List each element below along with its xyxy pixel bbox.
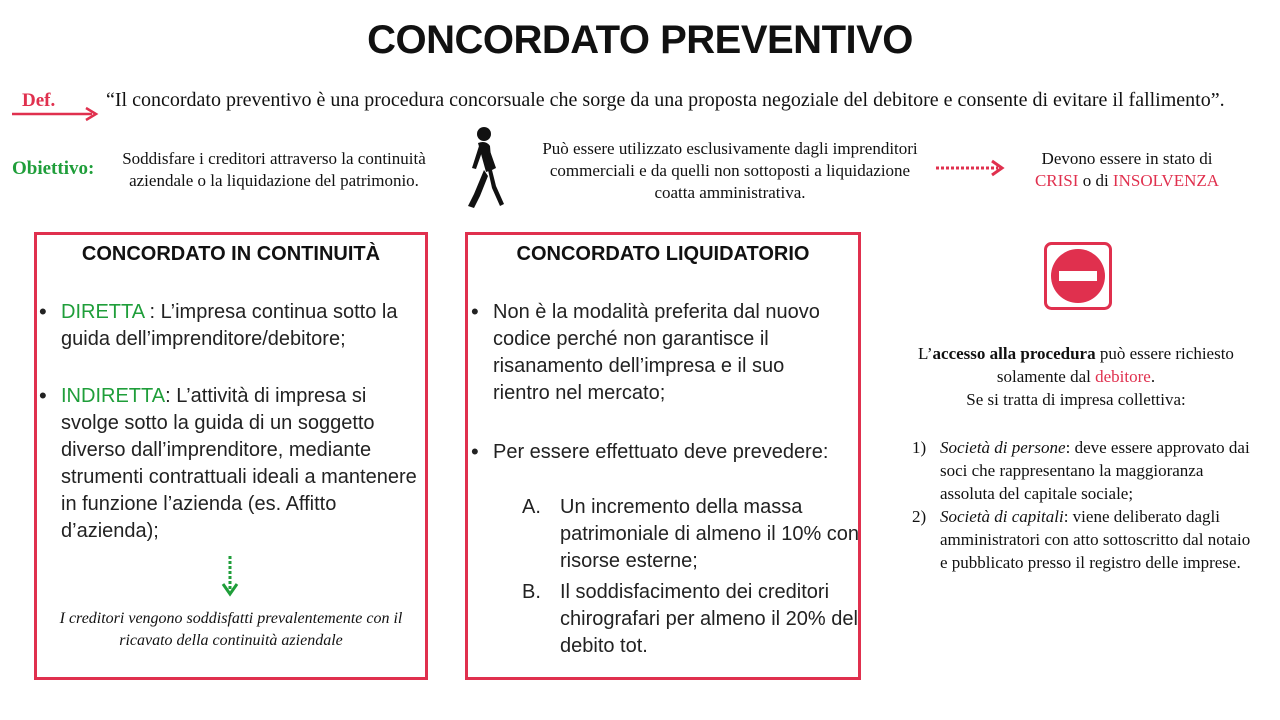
- objective-text: Soddisfare i creditori attraverso la continuità aziendale o la liquidazione del patrimonio.: [122, 149, 426, 190]
- arrow-down-icon: [220, 556, 240, 598]
- state-text: [1012, 148, 1242, 192]
- liquidatorio-bullet-1: • Non è la modalità preferita dal nuovo codice perché non garantisce il risanamento dell’impresa e il suo rientro nel mercato;: [471, 299, 820, 404]
- continuita-note: I creditori vengono soddisfatti prevalentemente con il ricavato della continuità aziendale: [59, 610, 403, 649]
- indiretta-text: : L’attività di impresa si svolge sotto la guida di un soggetto diverso dall’imprenditore, mediante strumenti contrattuali ideali a mantenere in funzione l’azienda (es. Affitto d’azienda);: [61, 385, 417, 542]
- access-item-1: [912, 436, 1252, 505]
- liquidatorio-box: [465, 232, 861, 680]
- diretta-label: DIRETTA: [61, 301, 144, 323]
- access-item-1-num: 1): [912, 438, 927, 457]
- continuita-bullet-indiretta: • INDIRETTA: L’attività di impresa si svolge sotto la guida di un soggetto diverso dall’imprenditore, mediante strumenti contrattuali ideali a mantenere in funzione l’azienda (es. Affitto d’azienda);: [39, 383, 417, 542]
- access-item-1-text: : deve essere approvato dai soci che rappresentano la maggioranza assoluta del capitale sociale;: [940, 438, 1250, 503]
- no-entry-icon: [1044, 242, 1112, 310]
- access-bold: accesso alla procedura: [932, 344, 1096, 363]
- walking-person-icon: [462, 126, 506, 210]
- diretta-text: : L’impresa continua sotto la guida dell’imprenditore/debitore;: [61, 301, 398, 350]
- state-prefix: Devono essere in stato di: [1041, 149, 1213, 168]
- access-item-2-italic: Società di capitali: [940, 507, 1064, 526]
- sub-b-letter: B.: [522, 581, 541, 603]
- liquidatorio-sub-b: [522, 579, 860, 660]
- continuita-title: CONCORDATO IN CONTINUITÀ: [81, 243, 381, 265]
- access-text: [896, 342, 1256, 411]
- access-debitore: debitore: [1095, 367, 1151, 386]
- access-item-2-text: : viene deliberato dagli amministratori con atto sottoscritto dal notaio e pubblicato presso il registro delle imprese.: [940, 507, 1251, 572]
- state-middle: o di: [1082, 171, 1109, 190]
- liquidatorio-bullet-2-text: Per essere effettuato deve prevedere:: [493, 441, 829, 463]
- sub-b-text: Il soddisfacimento dei creditori chirografari per almeno il 20% del debito tot.: [560, 581, 858, 657]
- objective-label: Obiettivo:: [12, 158, 95, 179]
- definition-text: “Il concordato preventivo è una procedura concorsuale che sorge da una proposta negoziale del debitore e consente di evitare il fallimento”.: [106, 89, 1225, 111]
- access-mid: può essere richiesto solamente dal: [996, 344, 1234, 386]
- liquidatorio-title: CONCORDATO LIQUIDATORIO: [516, 243, 810, 265]
- state-insolvenza: INSOLVENZA: [1112, 171, 1220, 190]
- arrow-right-icon: [936, 158, 1006, 178]
- access-list: [912, 436, 1252, 574]
- access-item-2-num: 2): [912, 507, 927, 526]
- liquidatorio-bullet-1-text: Non è la modalità preferita dal nuovo codice perché non garantisce il risanamento dell’impresa e il suo rientro nel mercato;: [493, 301, 820, 404]
- usage-text: Può essere utilizzato esclusivamente dagli imprenditori commerciali e da quelli non sottoposti a liquidazione coatta amministrativa.: [542, 139, 918, 202]
- access-pre: L’: [918, 344, 933, 363]
- definition-label: Def.: [22, 90, 56, 111]
- access-item-2: [912, 505, 1252, 574]
- state-crisi: CRISI: [1034, 171, 1079, 190]
- access-line2: Se si tratta di impresa collettiva:: [966, 390, 1186, 409]
- liquidatorio-bullet-2: • Per essere effettuato deve prevedere:: [471, 439, 829, 464]
- sub-a-letter: A.: [522, 496, 541, 518]
- indiretta-label: INDIRETTA: [61, 385, 166, 407]
- liquidatorio-sub-a: [522, 494, 860, 575]
- access-post: .: [1150, 367, 1156, 386]
- page-title: CONCORDATO PREVENTIVO: [367, 18, 913, 62]
- sub-a-text: Un incremento della massa patrimoniale di almeno il 10% con risorse esterne;: [560, 496, 860, 572]
- access-item-1-italic: Società di persone: [940, 438, 1066, 457]
- arrow-right-icon: [12, 106, 102, 122]
- continuita-bullet-diretta: • DIRETTA : L’impresa continua sotto la guida dell’imprenditore/debitore;: [39, 299, 398, 350]
